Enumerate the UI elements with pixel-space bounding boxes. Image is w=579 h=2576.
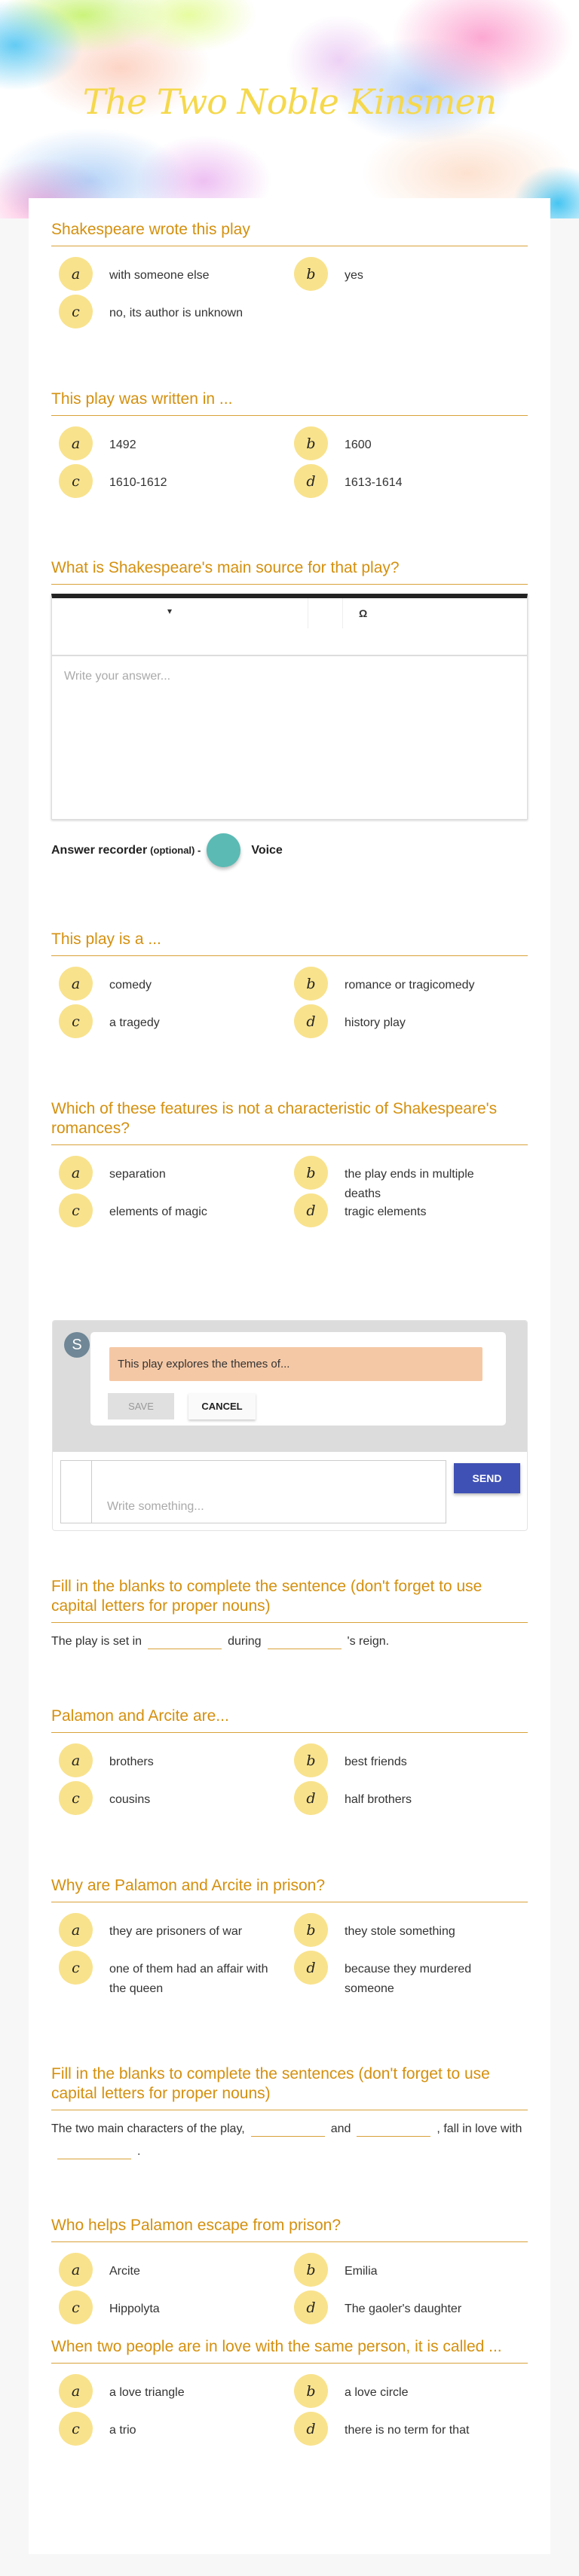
option-text: a tragedy	[109, 1016, 160, 1029]
option-letter-badge: c	[59, 2412, 93, 2446]
sentence-text: during	[228, 1635, 262, 1648]
cancel-button[interactable]: CANCEL	[188, 1393, 256, 1419]
option-b[interactable]	[286, 257, 513, 291]
question-title: Shakespeare wrote this play	[51, 220, 528, 246]
option-letter-badge: d	[294, 2412, 328, 2446]
question-title: When two people are in love with the same person, it is called ...	[51, 2337, 528, 2364]
option-letter-badge: a	[59, 426, 93, 460]
option-letter-badge: b	[294, 2253, 328, 2287]
editor-toolbar	[52, 598, 527, 656]
option-d[interactable]	[286, 464, 513, 498]
option-text: separation	[109, 1168, 166, 1181]
option-text: cousins	[109, 1793, 151, 1806]
option-letter-badge: a	[59, 2374, 93, 2408]
option-letter-badge: b	[294, 2374, 328, 2408]
option-letter-badge: b	[294, 1743, 328, 1777]
option-d[interactable]	[286, 1951, 513, 1999]
save-button[interactable]: SAVE	[108, 1393, 174, 1419]
option-text: no, its author is unknown	[109, 307, 243, 319]
option-text: Arcite	[109, 2265, 140, 2278]
page-title: The Two Noble Kinsmen	[82, 81, 497, 122]
dropdown-arrow-icon[interactable]: ▾	[167, 606, 173, 616]
question-title: This play was written in ...	[51, 390, 528, 416]
option-a[interactable]	[51, 257, 277, 291]
option-text: 1610-1612	[109, 476, 167, 489]
question-1	[51, 220, 528, 332]
option-text: Emilia	[345, 2265, 378, 2278]
option-c[interactable]	[51, 2290, 277, 2324]
sentence-text: 's reign.	[347, 1635, 390, 1648]
option-letter-badge: a	[59, 967, 93, 1001]
question-title: Palamon and Arcite are...	[51, 1707, 528, 1733]
sentence-text: .	[137, 2145, 141, 2158]
option-letter-badge: b	[294, 257, 328, 291]
option-c[interactable]	[51, 295, 277, 328]
question-title: What is Shakespeare's main source for that play?	[51, 558, 528, 585]
option-c[interactable]	[51, 2412, 277, 2446]
question-title: Fill in the blanks to complete the sentences (don't forget to use capital letters for proper nouns)	[51, 2064, 528, 2110]
option-a[interactable]	[51, 426, 277, 460]
voice-label: Voice	[251, 843, 283, 857]
question-title: Who helps Palamon escape from prison?	[51, 2216, 528, 2242]
question-4	[51, 930, 528, 1042]
option-text: history play	[345, 1016, 406, 1029]
recorder-optional: (optional) -	[150, 845, 201, 856]
options-grid	[51, 426, 528, 502]
sentence-text: , fall in love with	[437, 2122, 522, 2135]
sentence-text: The two main characters of the play,	[51, 2122, 245, 2135]
toolbar-button[interactable]	[308, 598, 343, 628]
question-3	[51, 558, 528, 867]
option-letter-badge: a	[59, 1156, 93, 1190]
header-banner	[0, 0, 579, 218]
option-b[interactable]	[286, 2374, 513, 2408]
option-b[interactable]	[286, 1743, 513, 1777]
option-letter-badge: b	[294, 1156, 328, 1190]
sentence-text: The play is set in	[51, 1635, 142, 1648]
option-a[interactable]	[51, 2253, 277, 2287]
option-letter-badge: c	[59, 1193, 93, 1227]
option-letter-badge: a	[59, 1913, 93, 1947]
option-c[interactable]	[51, 1004, 277, 1038]
options-grid	[51, 967, 528, 1042]
question-8	[51, 1876, 528, 1995]
options-grid	[51, 1156, 528, 1231]
discussion-box	[52, 1320, 528, 1531]
option-letter-badge: d	[294, 1193, 328, 1227]
send-button[interactable]: SEND	[454, 1463, 520, 1493]
option-text: a love triangle	[109, 2386, 185, 2399]
option-b[interactable]	[286, 2253, 513, 2287]
option-text: with someone else	[109, 269, 210, 282]
fill-sentence	[51, 1630, 528, 1653]
option-a[interactable]	[51, 1743, 277, 1777]
option-text: 1492	[109, 439, 136, 451]
question-2	[51, 390, 528, 502]
option-d[interactable]	[286, 1004, 513, 1038]
prompt-field[interactable]: This play explores the themes of...	[109, 1347, 482, 1381]
option-text: brothers	[109, 1756, 154, 1768]
answer-recorder	[51, 833, 528, 867]
question-title: Fill in the blanks to complete the sentence (don't forget to use capital letters for proper nouns)	[51, 1577, 528, 1623]
option-text: there is no term for that	[345, 2424, 470, 2437]
question-11	[51, 2337, 528, 2449]
question-7	[51, 1707, 528, 1819]
options-grid	[51, 1913, 528, 1995]
option-text: comedy	[109, 979, 152, 992]
voice-record-button[interactable]	[207, 833, 240, 867]
blank-input[interactable]	[357, 2122, 430, 2137]
option-letter-badge: c	[59, 1951, 93, 1985]
option-text: one of them had an affair with the queen	[109, 1963, 268, 1995]
option-letter-badge: d	[294, 2290, 328, 2324]
rich-text-editor	[51, 594, 528, 820]
question-10	[51, 2216, 528, 2328]
option-text: 1600	[345, 439, 372, 451]
option-text: elements of magic	[109, 1205, 207, 1218]
blank-input[interactable]	[148, 1634, 222, 1649]
option-a[interactable]	[51, 1156, 277, 1190]
options-grid	[51, 2374, 528, 2449]
sentence-text: and	[330, 2122, 351, 2135]
option-d[interactable]	[286, 2290, 513, 2324]
question-5	[51, 1099, 528, 1231]
option-d[interactable]	[286, 1781, 513, 1815]
option-text: a trio	[109, 2424, 136, 2437]
option-letter-badge: c	[59, 2290, 93, 2324]
option-letter-badge: b	[294, 426, 328, 460]
option-b[interactable]	[286, 426, 513, 460]
option-b[interactable]	[286, 1913, 513, 1947]
options-grid	[51, 2253, 528, 2328]
question-title: Why are Palamon and Arcite in prison?	[51, 1876, 528, 1902]
option-c[interactable]	[51, 1193, 277, 1227]
option-text: The gaoler's daughter	[345, 2303, 462, 2315]
option-text: tragic elements	[345, 1205, 427, 1218]
option-letter-badge: a	[59, 1743, 93, 1777]
question-6	[51, 1577, 528, 1653]
message-placeholder: Write something...	[107, 1500, 204, 1513]
option-letter-badge: b	[294, 1913, 328, 1947]
option-text: a love circle	[345, 2386, 409, 2399]
question-title: Which of these features is not a characteristic of Shakespeare's romances?	[51, 1099, 528, 1145]
option-letter-badge: a	[59, 257, 93, 291]
option-a[interactable]	[51, 2374, 277, 2408]
option-text: they stole something	[345, 1925, 455, 1938]
question-title: This play is a ...	[51, 930, 528, 956]
option-a[interactable]	[51, 1913, 277, 1947]
option-letter-badge: c	[59, 1781, 93, 1815]
option-d[interactable]	[286, 1193, 513, 1227]
option-letter-badge: c	[59, 1004, 93, 1038]
options-grid	[51, 257, 528, 332]
option-text: 1613-1614	[345, 476, 403, 489]
option-c[interactable]	[51, 464, 277, 498]
option-letter-badge: b	[294, 967, 328, 1001]
message-input[interactable]	[60, 1460, 446, 1523]
blank-input[interactable]	[251, 2122, 325, 2137]
option-letter-badge: c	[59, 464, 93, 498]
option-letter-badge: d	[294, 1004, 328, 1038]
option-text: they are prisoners of war	[109, 1925, 243, 1938]
fill-sentence	[51, 2118, 528, 2163]
option-letter-badge: d	[294, 464, 328, 498]
answer-placeholder: Write your answer...	[64, 670, 171, 683]
response-editor	[90, 1332, 506, 1426]
option-text: half brothers	[345, 1793, 412, 1806]
option-c[interactable]	[51, 1951, 277, 1999]
option-text: yes	[345, 269, 363, 282]
option-text: best friends	[345, 1756, 407, 1768]
option-a[interactable]	[51, 967, 277, 1001]
option-text: romance or tragicomedy	[345, 979, 475, 992]
option-text: Hippolyta	[109, 2303, 160, 2315]
option-letter-badge: d	[294, 1781, 328, 1815]
format-dropdown[interactable]	[52, 598, 308, 628]
recorder-label: Answer recorder	[51, 843, 148, 857]
option-letter-badge: a	[59, 2253, 93, 2287]
option-letter-badge: c	[59, 295, 93, 328]
answer-textarea[interactable]	[52, 656, 527, 819]
question-9	[51, 2064, 528, 2163]
options-grid	[51, 1743, 528, 1819]
option-letter-badge: d	[294, 1951, 328, 1985]
option-c[interactable]	[51, 1781, 277, 1815]
option-text: because they murdered someone	[345, 1963, 472, 1995]
option-text: the play ends in multiple deaths	[345, 1168, 474, 1200]
blank-input[interactable]	[268, 1634, 342, 1649]
option-d[interactable]	[286, 2412, 513, 2446]
special-character-button[interactable]: Ω	[359, 607, 368, 619]
avatar: S	[64, 1332, 90, 1358]
option-b[interactable]	[286, 967, 513, 1001]
blank-input[interactable]	[57, 2144, 131, 2159]
